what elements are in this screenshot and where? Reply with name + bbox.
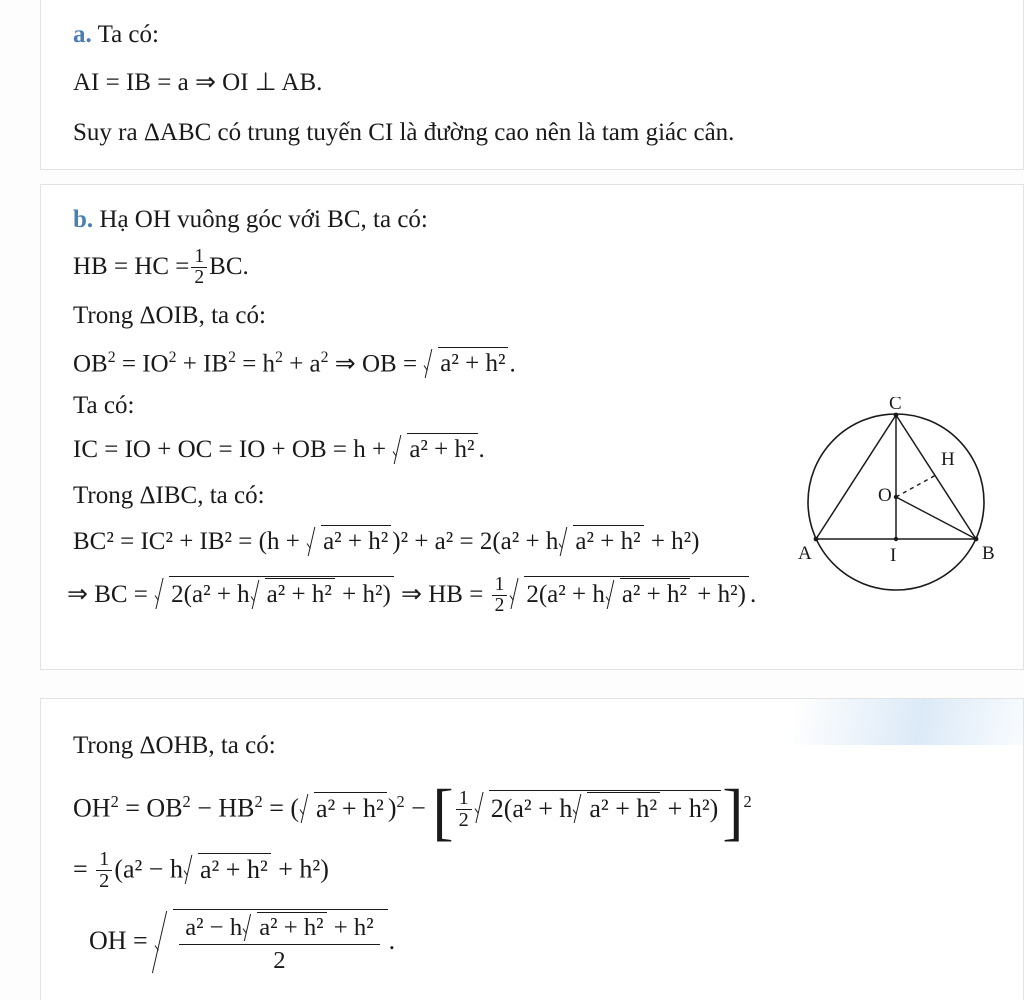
num-right: + h² bbox=[327, 914, 374, 941]
expr-right: + h²) bbox=[271, 854, 329, 884]
period: . bbox=[509, 350, 516, 378]
sup: 2 bbox=[396, 792, 405, 811]
section-card-a bbox=[40, 0, 1024, 170]
label-H: H bbox=[941, 449, 955, 470]
sqrt-symbol-inner: a² + h² bbox=[606, 578, 690, 610]
part-c-line-4 bbox=[89, 909, 395, 974]
part-c-line-2: $OH^2 = OB^2 - HB^2$ = ( a² + h² )$^2$ − [ $\frac{1}{2}$ 2(a² + h a² + h² + h²)]$^2$ bbox=[73, 776, 752, 848]
sqrt-symbol: a² + h² bbox=[184, 853, 271, 885]
close-paren: ) bbox=[387, 793, 397, 823]
sqrt-symbol-big bbox=[155, 909, 387, 974]
implies-hb: ⇒ HB = bbox=[394, 581, 490, 609]
sup: 2 bbox=[107, 349, 116, 366]
part-a-eq-right: ⇒ OI ⊥ AB. bbox=[194, 69, 323, 96]
label-A: A bbox=[798, 543, 812, 564]
hb-text: − HB bbox=[190, 793, 255, 823]
part-a-line-1-text: Ta có: bbox=[97, 21, 159, 48]
ic-expression: IC = IO + OC = IO + OB = h + bbox=[73, 436, 393, 463]
oh-fraction: $\frac{\text{a² − h a² + h² + h²}}{2}$ bbox=[179, 912, 379, 974]
sup: 2 bbox=[228, 349, 236, 366]
circle-triangle-diagram bbox=[786, 397, 1016, 612]
half-fraction: $\frac{1}{2}$ bbox=[191, 247, 207, 288]
part-c-line-1: Trong ΔOHB, ta có: bbox=[73, 732, 276, 759]
part-b-line-5: Ta có: bbox=[73, 392, 135, 419]
sup: 2 bbox=[320, 349, 329, 366]
label-O: O bbox=[878, 485, 892, 506]
segment-OH-dashed bbox=[896, 475, 936, 497]
part-a-line-1 bbox=[73, 20, 159, 50]
io-text: = IO bbox=[115, 350, 169, 378]
segment-OB bbox=[896, 497, 976, 539]
section-card-b bbox=[40, 184, 1024, 670]
period: . bbox=[478, 436, 485, 463]
sup: 2 bbox=[254, 792, 263, 811]
point-B bbox=[974, 537, 979, 542]
rad-outer-a: 2(a² + h bbox=[526, 581, 605, 609]
label-I: I bbox=[890, 545, 897, 566]
point-I bbox=[894, 537, 898, 541]
sqrt-symbol bbox=[155, 576, 394, 610]
part-b-line-8 bbox=[73, 525, 700, 557]
bc-squared-mid: )² + a² = 2(a² + h bbox=[392, 528, 559, 555]
oh-text: OH bbox=[73, 793, 111, 823]
part-a-label: a. bbox=[73, 21, 92, 48]
sqrt-symbol: a² + h² bbox=[559, 525, 643, 557]
segment-CB bbox=[896, 415, 976, 539]
part-a-line-3: Suy ra ΔABC có trung tuyến CI là đường cao nên là tam giác cân. bbox=[73, 119, 735, 146]
label-B: B bbox=[982, 543, 995, 564]
minus: − bbox=[404, 793, 433, 823]
period: . bbox=[388, 926, 396, 956]
sqrt-symbol: a² + h² bbox=[393, 433, 477, 465]
part-b-line-2 bbox=[73, 247, 249, 288]
ob-text: OB bbox=[73, 350, 108, 378]
part-b-line-3: Trong ΔOIB, ta có: bbox=[73, 302, 266, 329]
part-a-eq-left: AI = IB = a bbox=[73, 69, 189, 96]
period: . bbox=[749, 581, 757, 609]
part-b-line-1 bbox=[73, 205, 428, 235]
part-b-line-6 bbox=[73, 433, 485, 465]
sqrt-symbol-inner: a² + h² bbox=[573, 792, 660, 824]
part-a-line-2 bbox=[73, 68, 322, 98]
rad-outer-b: + h²) bbox=[661, 793, 719, 823]
label-C: C bbox=[889, 397, 902, 414]
open-paren: = ( bbox=[262, 793, 300, 823]
hb-hc-right: BC. bbox=[209, 253, 249, 281]
sup: 2 bbox=[110, 792, 119, 811]
sup: 2 bbox=[168, 349, 177, 366]
sqrt-symbol: a² + h² bbox=[307, 525, 391, 557]
sup: 2 bbox=[743, 792, 752, 811]
implies-bc: ⇒ BC = bbox=[67, 581, 155, 609]
rad-outer-a: 2(a² + h bbox=[171, 581, 250, 609]
bc-squared-right: + h²) bbox=[644, 528, 700, 555]
hb-hc-left: HB = HC = bbox=[73, 253, 190, 281]
sqrt-symbol-inner: a² + h² bbox=[251, 578, 335, 610]
sup: 2 bbox=[182, 792, 191, 811]
implies-ob: ⇒ OB = bbox=[328, 350, 424, 378]
ob-text: = OB bbox=[118, 793, 183, 823]
rad-outer-a: 2(a² + h bbox=[490, 793, 573, 823]
half-fraction: $\frac{1}{2}$ bbox=[96, 849, 112, 891]
point-O bbox=[894, 495, 898, 499]
half-fraction: $\frac{1}{2}$ bbox=[492, 575, 508, 616]
screen-glare bbox=[793, 699, 1023, 745]
part-b-line-7: Trong ΔIBC, ta có: bbox=[73, 482, 265, 509]
part-b-line-4 bbox=[73, 343, 516, 379]
sqrt-symbol: a² + h² bbox=[424, 347, 508, 379]
sqrt-symbol-inner: a² + h² bbox=[243, 912, 326, 942]
part-c-line-3 bbox=[73, 849, 329, 891]
half-fraction: $\frac{1}{2}$ bbox=[456, 788, 472, 830]
sqrt-symbol bbox=[475, 790, 722, 824]
ib-text: + IB bbox=[176, 350, 229, 378]
part-b-line-1-text: Hạ OH vuông góc với BC, ta có: bbox=[99, 206, 428, 233]
segment-CA bbox=[816, 415, 896, 539]
part-b-line-9 bbox=[67, 575, 756, 616]
num-left: a² − h bbox=[185, 914, 243, 941]
a-text: + a bbox=[282, 350, 321, 378]
equals: = bbox=[73, 854, 95, 884]
rad-outer-b: + h²) bbox=[335, 581, 391, 609]
sqrt-symbol bbox=[510, 576, 749, 610]
h-text: = h bbox=[235, 350, 276, 378]
sup: 2 bbox=[275, 349, 283, 366]
oh-equals: OH = bbox=[89, 926, 155, 956]
section-card-c bbox=[40, 698, 1024, 1000]
rad-outer-b: + h²) bbox=[691, 581, 746, 609]
sqrt-symbol: a² + h² bbox=[300, 792, 387, 824]
expr-left: (a² − h bbox=[114, 854, 183, 884]
point-A bbox=[814, 537, 819, 542]
part-b-label: b. bbox=[73, 206, 94, 233]
bc-squared-left: BC² = IC² + IB² = (h + bbox=[73, 528, 307, 555]
